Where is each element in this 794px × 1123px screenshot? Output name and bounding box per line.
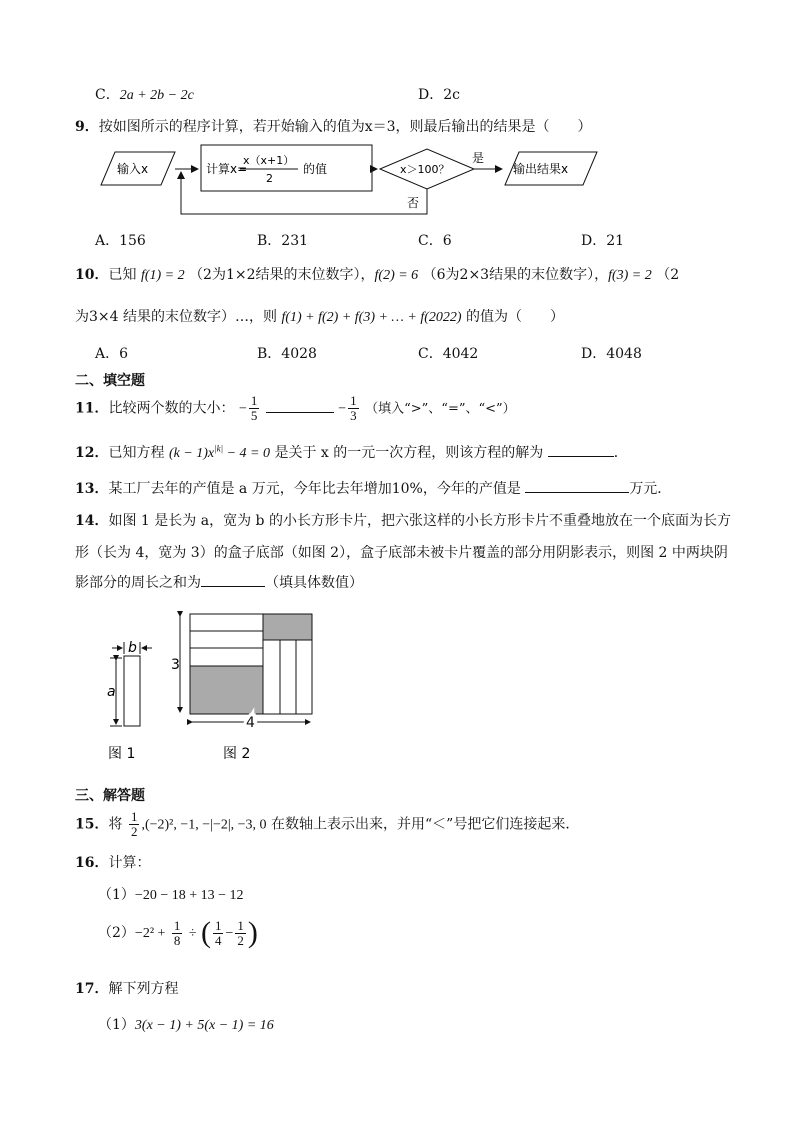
flow-input-label: 输入x: [117, 162, 149, 176]
section-solve: 三、解答题: [75, 788, 145, 804]
q12: 12．已知方程 $(k - 1)x^{|k|} - 4 = 0$ 是关于 x 的一元一次方程，则该方程的解为 ．: [75, 443, 628, 461]
q17-part1: （1）3(x − 1) + 5(x − 1) = 16: [98, 1017, 274, 1033]
q8-option-c: C．2a + 2b − 2c: [95, 87, 194, 103]
section-fill-in: 二、填空题: [75, 373, 145, 389]
q11: 11．比较两个数的大小： − $\frac{1}{5}$ − $\frac{1}{3}$ （填入“>”、“=”、“<”）: [75, 393, 516, 423]
q8-option-d: D．2c: [418, 87, 460, 103]
q10-option-d: D．4048: [581, 346, 642, 362]
q16-title: 16．计算：: [75, 855, 151, 871]
fig2-shade-bottom: [190, 666, 263, 714]
fig1-label-b: b: [128, 640, 137, 656]
q10-option-a: A．6: [95, 346, 129, 362]
q11-frac-2: $\frac{1}{3}$: [350, 393, 357, 423]
q15: 15．将 $\frac{1}{2}$ ,(−2)², −1, −|−2|, −3, 0 在数轴上表示出来，并用“＜”号把它们连接起来．: [75, 809, 580, 839]
fig1-caption: 图 1: [108, 746, 136, 762]
q14-answer-blank[interactable]: [201, 586, 265, 587]
q10-option-c: C．4042: [418, 346, 479, 362]
q13: 13．某工厂去年的产值是 a 万元，今年比去年增加10%，今年的产值是 万元．: [75, 481, 672, 497]
q9-option-a: A．156: [95, 233, 146, 249]
flow-no-label: 否: [407, 196, 420, 210]
flow-calc-suffix: 的值: [303, 162, 328, 176]
q14-line3: 影部分的周长之和为 （填具体数值）: [75, 575, 363, 591]
fig1-card: [124, 656, 140, 726]
q9-option-d: D．21: [581, 233, 625, 249]
q9-option-c: C．6: [418, 233, 452, 249]
flow-calc-den: 2: [266, 172, 273, 185]
q14-figures: [100, 608, 330, 768]
q14-line1: 14．如图 1 是长为 a，宽为 b 的小长方形卡片，把六张这样的小长方形卡片不重叠地放在一个底面为长方: [75, 513, 731, 529]
fig1-label-a: a: [107, 684, 116, 700]
q9-flowchart: [95, 140, 605, 220]
fig2-caption: 图 2: [223, 746, 251, 762]
flow-output-label: 输出结果x: [513, 162, 569, 176]
q10-line2: 为3×4 结果的末位数字）…，则 f(1) + f(2) + f(3) + … + f(2022) 的值为（ ）: [75, 309, 564, 325]
fig2-shade-top: [263, 614, 312, 640]
flow-calc-prefix: 计算x=: [206, 162, 248, 176]
q14-line2: 形（长为 4，宽为 3）的盒子底部（如图 2），盒子底部未被卡片覆盖的部分用阴影表示，则图 2 中两块阴: [75, 545, 728, 561]
q15-frac: $\frac{1}{2}$: [130, 809, 138, 839]
q17-title: 17．解下列方程: [75, 981, 179, 997]
flow-condition-label: x＞100？: [400, 163, 450, 176]
q16-part1: （1）−20 − 18 + 13 − 12: [98, 887, 244, 903]
fig2-label-4: 4: [246, 715, 255, 731]
flow-calc-num: x（x+1）: [243, 154, 295, 167]
q11-frac-1: $\frac{1}{5}$: [250, 393, 258, 423]
q11-answer-blank[interactable]: [266, 412, 334, 413]
flow-yes-label: 是: [472, 151, 485, 165]
q10-option-b: B．4028: [257, 346, 317, 362]
q13-answer-blank[interactable]: [525, 492, 629, 493]
q12-answer-blank[interactable]: [548, 456, 614, 457]
q10-line1: 10．已知 f(1) = 2 （2为1×2结果的末位数字），f(2) = 6 （6为2×3结果的末位数字），f(3) = 2 （2: [75, 267, 680, 283]
q16-part2: （2）−2² + $\frac{1}{8}$ ÷ ( $\frac{1}{4}$ − $\frac{1}{2}$ ): [98, 916, 258, 949]
q9-option-b: B．231: [257, 233, 309, 249]
fig2-label-3: 3: [171, 657, 180, 673]
q9-stem: 9．按如图所示的程序计算，若开始输入的值为x＝3，则最后输出的结果是（ ）: [75, 119, 592, 135]
